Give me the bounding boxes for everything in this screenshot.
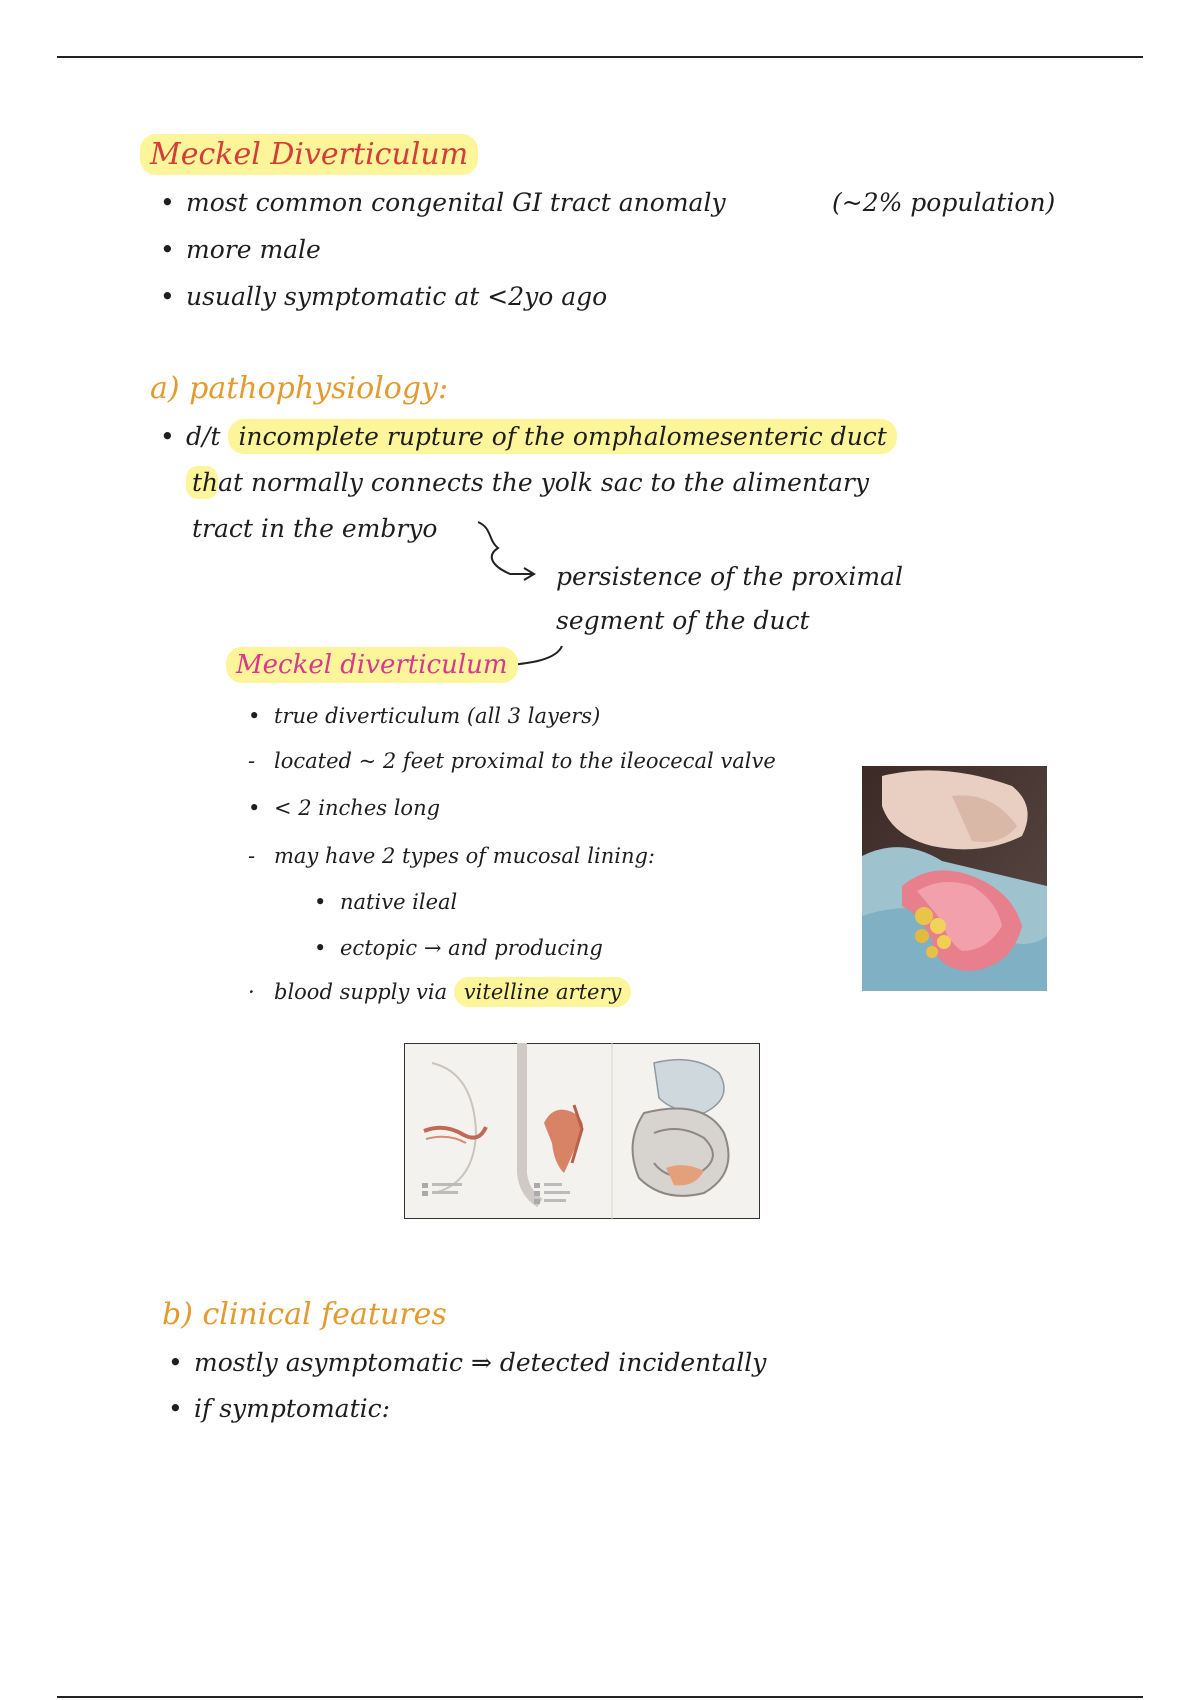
- patho-line-2: that normally connects the yolk sac to the alimentary: [192, 470, 869, 495]
- bottom-rule: [57, 1696, 1143, 1698]
- clinical-heading: b) clinical features: [162, 1297, 447, 1332]
- detail-2: - located ~ 2 feet proximal to the ileocecal valve: [248, 749, 776, 773]
- detail-5: · blood supply via vitelline artery: [248, 982, 631, 1003]
- pathophysiology-heading: a) pathophysiology:: [150, 371, 449, 406]
- clinical-bullet-2: • if symptomatic:: [168, 1394, 391, 1423]
- brace-arrow: [478, 522, 532, 574]
- intro-bullet-1-note: (~2% population): [832, 188, 1056, 217]
- detail-3: • < 2 inches long: [248, 796, 441, 820]
- page-title: Meckel Diverticulum: [140, 140, 478, 170]
- meckel-subheading: Meckel diverticulum: [226, 652, 518, 678]
- intro-bullet-2: • more male: [160, 235, 321, 264]
- anatomy-diagram: [404, 1043, 760, 1219]
- brace-arrow-head: [524, 568, 534, 580]
- detail-4b: • ectopic → and producing: [314, 936, 603, 960]
- intro-bullet-1: • most common congenital GI tract anomaly: [160, 188, 726, 217]
- detail-4a: • native ileal: [314, 890, 458, 914]
- patho-line-1: • d/t incomplete rupture of the omphalomesenteric duct: [160, 424, 897, 449]
- top-rule: [57, 56, 1143, 58]
- intro-bullet-3: • usually symptomatic at <2yo ago: [160, 282, 608, 311]
- detail-4: - may have 2 types of mucosal lining:: [248, 844, 655, 868]
- surgical-photo: [862, 766, 1047, 991]
- detail-1: • true diverticulum (all 3 layers): [248, 704, 601, 728]
- clinical-bullet-1: • mostly asymptomatic ⇒ detected incidentally: [168, 1348, 767, 1377]
- persistence-line-1: persistence of the proximal: [556, 562, 903, 591]
- persistence-line-2: segment of the duct: [556, 606, 810, 635]
- patho-line-3: tract in the embryo: [192, 514, 438, 543]
